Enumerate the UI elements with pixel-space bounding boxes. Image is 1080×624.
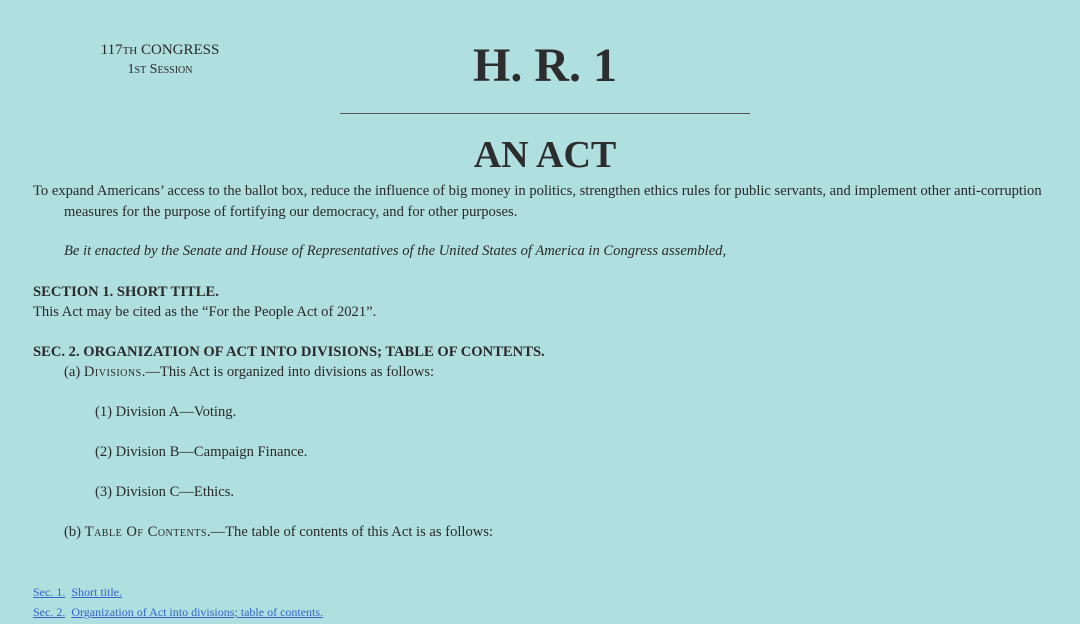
toc-link-number: Sec. 2. [33,605,66,619]
division-item: (2) Division B—Campaign Finance. [95,444,308,460]
subsection-a-label: Divisions [83,364,142,380]
toc-link-title: Organization of Act into divisions; table of contents. [71,605,324,619]
toc-link-sec-2[interactable] [33,604,323,620]
division-item: (3) Division C—Ethics. [95,484,235,500]
section-1-heading: SECTION 1. SHORT TITLE. [33,284,219,300]
division-item: (1) Division A—Voting. [95,404,237,420]
section-1-text: This Act may be cited as the “For the People Act of 2021”. [33,304,377,320]
subsection-a-prefix: (a) [64,364,84,380]
session-label: 1st Session [127,62,193,77]
section-2-heading: SEC. 2. ORGANIZATION OF ACT INTO DIVISIONS; TABLE OF CONTENTS. [33,344,545,360]
header-divider [340,113,750,114]
toc-link-sec-1[interactable] [33,584,122,600]
congress-session-block [60,40,260,80]
enacting-clause: Be it enacted by the Senate and House of Representatives of the United States of America in Congress assembled, [64,243,727,259]
toc-link-title: Short title. [71,585,122,599]
subsection-a-text: .—This Act is organized into divisions as follows: [141,364,435,380]
purpose-clause: To expand Americans’ access to the ballot box, reduce the influence of big money in politics, strengthen ethics rules for public servants, and implement other anti-corruption measures for the purpose of fortifying our democracy, and for other purposes. [33,183,1042,220]
subsection-b-label: Table Of Contents [84,524,207,540]
act-heading: AN ACT [473,134,617,176]
bill-number: H. R. 1 [473,39,617,92]
subsection-b [64,522,493,542]
toc-link-number: Sec. 1. [33,585,66,599]
subsection-b-prefix: (b) [64,524,85,540]
congress-label: 117th CONGRESS [100,42,220,58]
subsection-a [64,362,434,382]
subsection-b-text: .—The table of contents of this Act is as follows: [206,524,494,540]
